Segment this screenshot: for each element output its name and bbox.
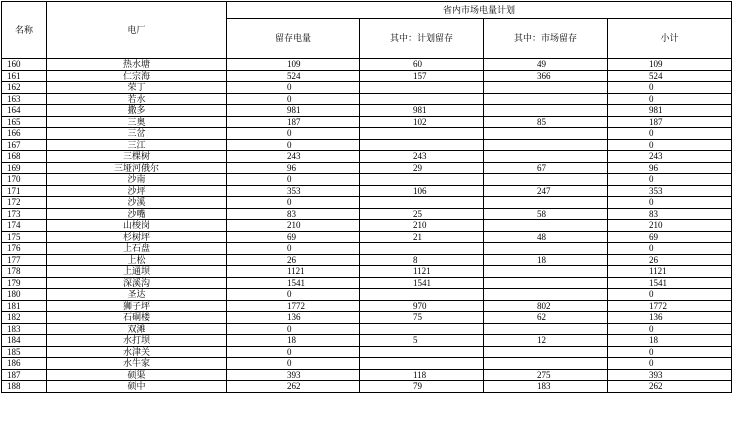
subtotal-value: 0 bbox=[608, 93, 732, 105]
plan-retained-value bbox=[360, 82, 484, 94]
subtotal-value: 524 bbox=[608, 70, 732, 82]
subtotal-value: 109 bbox=[608, 59, 732, 71]
row-number: 184 bbox=[2, 335, 47, 347]
plant-name: 水打坝 bbox=[47, 335, 227, 347]
retained-value: 981 bbox=[227, 105, 360, 117]
row-number: 171 bbox=[2, 185, 47, 197]
retained-value: 262 bbox=[227, 381, 360, 393]
row-number: 165 bbox=[2, 116, 47, 128]
plant-name: 双滩 bbox=[47, 323, 227, 335]
subtotal-value: 0 bbox=[608, 174, 732, 186]
retained-value: 0 bbox=[227, 174, 360, 186]
plant-name: 山梭岗 bbox=[47, 220, 227, 232]
column-header-market-retained: 其中：市场留存 bbox=[484, 19, 608, 59]
table-row bbox=[2, 243, 732, 255]
plant-name: 石硐楼 bbox=[47, 312, 227, 324]
market-retained-value: 58 bbox=[484, 208, 608, 220]
plan-retained-value: 210 bbox=[360, 220, 484, 232]
retained-value: 0 bbox=[227, 197, 360, 209]
market-retained-value bbox=[484, 105, 608, 117]
plant-name: 沙南 bbox=[47, 174, 227, 186]
market-retained-value: 366 bbox=[484, 70, 608, 82]
plan-retained-value: 5 bbox=[360, 335, 484, 347]
plan-retained-value bbox=[360, 139, 484, 151]
row-number: 161 bbox=[2, 70, 47, 82]
table-row bbox=[2, 220, 732, 232]
plant-name: 硕渠 bbox=[47, 369, 227, 381]
table-row bbox=[2, 174, 732, 186]
market-retained-value: 275 bbox=[484, 369, 608, 381]
subtotal-value: 1541 bbox=[608, 277, 732, 289]
row-number: 169 bbox=[2, 162, 47, 174]
subtotal-value: 96 bbox=[608, 162, 732, 174]
table-row bbox=[2, 197, 732, 209]
retained-value: 0 bbox=[227, 358, 360, 370]
table-row bbox=[2, 208, 732, 220]
plan-retained-value: 118 bbox=[360, 369, 484, 381]
row-number: 186 bbox=[2, 358, 47, 370]
retained-value: 187 bbox=[227, 116, 360, 128]
plant-name: 深溪沟 bbox=[47, 277, 227, 289]
row-number: 187 bbox=[2, 369, 47, 381]
plant-name: 若水 bbox=[47, 93, 227, 105]
subtotal-value: 393 bbox=[608, 369, 732, 381]
table-row bbox=[2, 82, 732, 94]
plant-name: 狮子坪 bbox=[47, 300, 227, 312]
table-row bbox=[2, 266, 732, 278]
retained-value: 0 bbox=[227, 139, 360, 151]
table-row bbox=[2, 116, 732, 128]
table-row bbox=[2, 346, 732, 358]
market-retained-value bbox=[484, 266, 608, 278]
table-row bbox=[2, 312, 732, 324]
market-retained-value bbox=[484, 174, 608, 186]
market-retained-value bbox=[484, 289, 608, 301]
column-header-plan-retained: 其中：计划留存 bbox=[360, 19, 484, 59]
retained-value: 210 bbox=[227, 220, 360, 232]
plan-retained-value: 981 bbox=[360, 105, 484, 117]
subtotal-value: 210 bbox=[608, 220, 732, 232]
market-retained-value: 62 bbox=[484, 312, 608, 324]
retained-value: 18 bbox=[227, 335, 360, 347]
market-retained-value bbox=[484, 220, 608, 232]
subtotal-value: 0 bbox=[608, 289, 732, 301]
market-retained-value: 802 bbox=[484, 300, 608, 312]
plant-name: 杉树坪 bbox=[47, 231, 227, 243]
plant-name: 三奥 bbox=[47, 116, 227, 128]
plant-name: 沙坪 bbox=[47, 185, 227, 197]
plan-retained-value: 29 bbox=[360, 162, 484, 174]
row-number: 174 bbox=[2, 220, 47, 232]
plan-retained-value bbox=[360, 93, 484, 105]
plant-name: 三棵树 bbox=[47, 151, 227, 163]
retained-value: 0 bbox=[227, 289, 360, 301]
row-number: 178 bbox=[2, 266, 47, 278]
subtotal-value: 26 bbox=[608, 254, 732, 266]
table-row bbox=[2, 335, 732, 347]
plan-retained-value: 60 bbox=[360, 59, 484, 71]
plan-retained-value: 21 bbox=[360, 231, 484, 243]
retained-value: 0 bbox=[227, 323, 360, 335]
market-retained-value: 12 bbox=[484, 335, 608, 347]
retained-value: 69 bbox=[227, 231, 360, 243]
plant-name: 荣丁 bbox=[47, 82, 227, 94]
subtotal-value: 1121 bbox=[608, 266, 732, 278]
column-header-name: 名称 bbox=[2, 2, 47, 59]
market-retained-value: 85 bbox=[484, 116, 608, 128]
market-retained-value bbox=[484, 151, 608, 163]
plant-name: 上石盘 bbox=[47, 243, 227, 255]
market-retained-value: 247 bbox=[484, 185, 608, 197]
plant-name: 沙嘴 bbox=[47, 208, 227, 220]
plan-retained-value bbox=[360, 197, 484, 209]
table-row bbox=[2, 105, 732, 117]
table-row bbox=[2, 185, 732, 197]
row-number: 175 bbox=[2, 231, 47, 243]
plan-retained-value: 25 bbox=[360, 208, 484, 220]
row-number: 173 bbox=[2, 208, 47, 220]
table-row bbox=[2, 93, 732, 105]
market-retained-value: 48 bbox=[484, 231, 608, 243]
plant-name: 三江 bbox=[47, 139, 227, 151]
plant-name: 上通坝 bbox=[47, 266, 227, 278]
row-number: 182 bbox=[2, 312, 47, 324]
subtotal-value: 83 bbox=[608, 208, 732, 220]
table-row bbox=[2, 369, 732, 381]
row-number: 162 bbox=[2, 82, 47, 94]
retained-value: 0 bbox=[227, 93, 360, 105]
table-body bbox=[2, 59, 732, 393]
market-retained-value bbox=[484, 128, 608, 140]
row-number: 167 bbox=[2, 139, 47, 151]
plan-retained-value: 1121 bbox=[360, 266, 484, 278]
plan-retained-value bbox=[360, 358, 484, 370]
subtotal-value: 0 bbox=[608, 358, 732, 370]
subtotal-value: 0 bbox=[608, 197, 732, 209]
retained-value: 0 bbox=[227, 243, 360, 255]
table-row bbox=[2, 277, 732, 289]
plan-retained-value bbox=[360, 243, 484, 255]
market-retained-value: 183 bbox=[484, 381, 608, 393]
subtotal-value: 69 bbox=[608, 231, 732, 243]
table-row bbox=[2, 59, 732, 71]
market-retained-value bbox=[484, 197, 608, 209]
market-retained-value bbox=[484, 358, 608, 370]
market-retained-value bbox=[484, 82, 608, 94]
row-number: 164 bbox=[2, 105, 47, 117]
table-row bbox=[2, 231, 732, 243]
plant-name: 水津关 bbox=[47, 346, 227, 358]
market-retained-value bbox=[484, 277, 608, 289]
retained-value: 96 bbox=[227, 162, 360, 174]
subtotal-value: 0 bbox=[608, 128, 732, 140]
subtotal-value: 0 bbox=[608, 323, 732, 335]
row-number: 163 bbox=[2, 93, 47, 105]
retained-value: 1121 bbox=[227, 266, 360, 278]
plan-retained-value bbox=[360, 346, 484, 358]
plan-retained-value: 8 bbox=[360, 254, 484, 266]
retained-value: 393 bbox=[227, 369, 360, 381]
market-retained-value: 18 bbox=[484, 254, 608, 266]
retained-value: 1541 bbox=[227, 277, 360, 289]
plan-retained-value: 102 bbox=[360, 116, 484, 128]
subtotal-value: 262 bbox=[608, 381, 732, 393]
subtotal-value: 187 bbox=[608, 116, 732, 128]
plant-name: 水牛家 bbox=[47, 358, 227, 370]
plan-retained-value: 79 bbox=[360, 381, 484, 393]
plan-retained-value: 75 bbox=[360, 312, 484, 324]
row-number: 166 bbox=[2, 128, 47, 140]
row-number: 177 bbox=[2, 254, 47, 266]
plant-name: 热水塘 bbox=[47, 59, 227, 71]
row-number: 176 bbox=[2, 243, 47, 255]
market-retained-value bbox=[484, 139, 608, 151]
subtotal-value: 0 bbox=[608, 82, 732, 94]
market-retained-value: 49 bbox=[484, 59, 608, 71]
table-row bbox=[2, 139, 732, 151]
column-header-subtotal: 小计 bbox=[608, 19, 732, 59]
market-retained-value bbox=[484, 346, 608, 358]
plan-retained-value bbox=[360, 174, 484, 186]
row-number: 188 bbox=[2, 381, 47, 393]
subtotal-value: 136 bbox=[608, 312, 732, 324]
retained-value: 109 bbox=[227, 59, 360, 71]
market-retained-value bbox=[484, 93, 608, 105]
retained-value: 0 bbox=[227, 82, 360, 94]
retained-value: 524 bbox=[227, 70, 360, 82]
plant-plan-table bbox=[1, 1, 732, 393]
subtotal-value: 981 bbox=[608, 105, 732, 117]
plan-retained-value: 970 bbox=[360, 300, 484, 312]
plant-name: 仁宗海 bbox=[47, 70, 227, 82]
retained-value: 0 bbox=[227, 346, 360, 358]
retained-value: 1772 bbox=[227, 300, 360, 312]
subtotal-value: 18 bbox=[608, 335, 732, 347]
row-number: 168 bbox=[2, 151, 47, 163]
plant-name: 撒多 bbox=[47, 105, 227, 117]
row-number: 170 bbox=[2, 174, 47, 186]
row-number: 181 bbox=[2, 300, 47, 312]
retained-value: 136 bbox=[227, 312, 360, 324]
table-row bbox=[2, 381, 732, 393]
plant-name: 上松 bbox=[47, 254, 227, 266]
market-retained-value: 67 bbox=[484, 162, 608, 174]
retained-value: 0 bbox=[227, 128, 360, 140]
subtotal-value: 0 bbox=[608, 346, 732, 358]
retained-value: 243 bbox=[227, 151, 360, 163]
plant-name: 硕中 bbox=[47, 381, 227, 393]
retained-value: 26 bbox=[227, 254, 360, 266]
plan-retained-value: 106 bbox=[360, 185, 484, 197]
row-number: 160 bbox=[2, 59, 47, 71]
market-retained-value bbox=[484, 243, 608, 255]
row-number: 183 bbox=[2, 323, 47, 335]
column-header-retained: 留存电量 bbox=[227, 19, 360, 59]
subtotal-value: 0 bbox=[608, 139, 732, 151]
table-row bbox=[2, 323, 732, 335]
plan-retained-value: 243 bbox=[360, 151, 484, 163]
table-row bbox=[2, 128, 732, 140]
retained-value: 83 bbox=[227, 208, 360, 220]
row-number: 179 bbox=[2, 277, 47, 289]
row-number: 185 bbox=[2, 346, 47, 358]
plan-retained-value bbox=[360, 128, 484, 140]
column-group-header: 省内市场电量计划 bbox=[227, 2, 732, 19]
market-retained-value bbox=[484, 323, 608, 335]
table-row bbox=[2, 151, 732, 163]
row-number: 180 bbox=[2, 289, 47, 301]
table-row bbox=[2, 289, 732, 301]
plan-retained-value: 157 bbox=[360, 70, 484, 82]
subtotal-value: 353 bbox=[608, 185, 732, 197]
plant-name: 沙溪 bbox=[47, 197, 227, 209]
plant-name: 圣达 bbox=[47, 289, 227, 301]
table-row bbox=[2, 358, 732, 370]
table-row bbox=[2, 300, 732, 312]
table-row bbox=[2, 70, 732, 82]
table-row bbox=[2, 162, 732, 174]
column-header-plant: 电厂 bbox=[47, 2, 227, 59]
retained-value: 353 bbox=[227, 185, 360, 197]
plan-retained-value bbox=[360, 323, 484, 335]
plant-name: 三垭河俄尔 bbox=[47, 162, 227, 174]
header-row-top bbox=[2, 2, 732, 19]
plan-retained-value bbox=[360, 289, 484, 301]
plan-retained-value: 1541 bbox=[360, 277, 484, 289]
plant-name: 三岔 bbox=[47, 128, 227, 140]
row-number: 172 bbox=[2, 197, 47, 209]
subtotal-value: 0 bbox=[608, 243, 732, 255]
subtotal-value: 1772 bbox=[608, 300, 732, 312]
subtotal-value: 243 bbox=[608, 151, 732, 163]
table-row bbox=[2, 254, 732, 266]
